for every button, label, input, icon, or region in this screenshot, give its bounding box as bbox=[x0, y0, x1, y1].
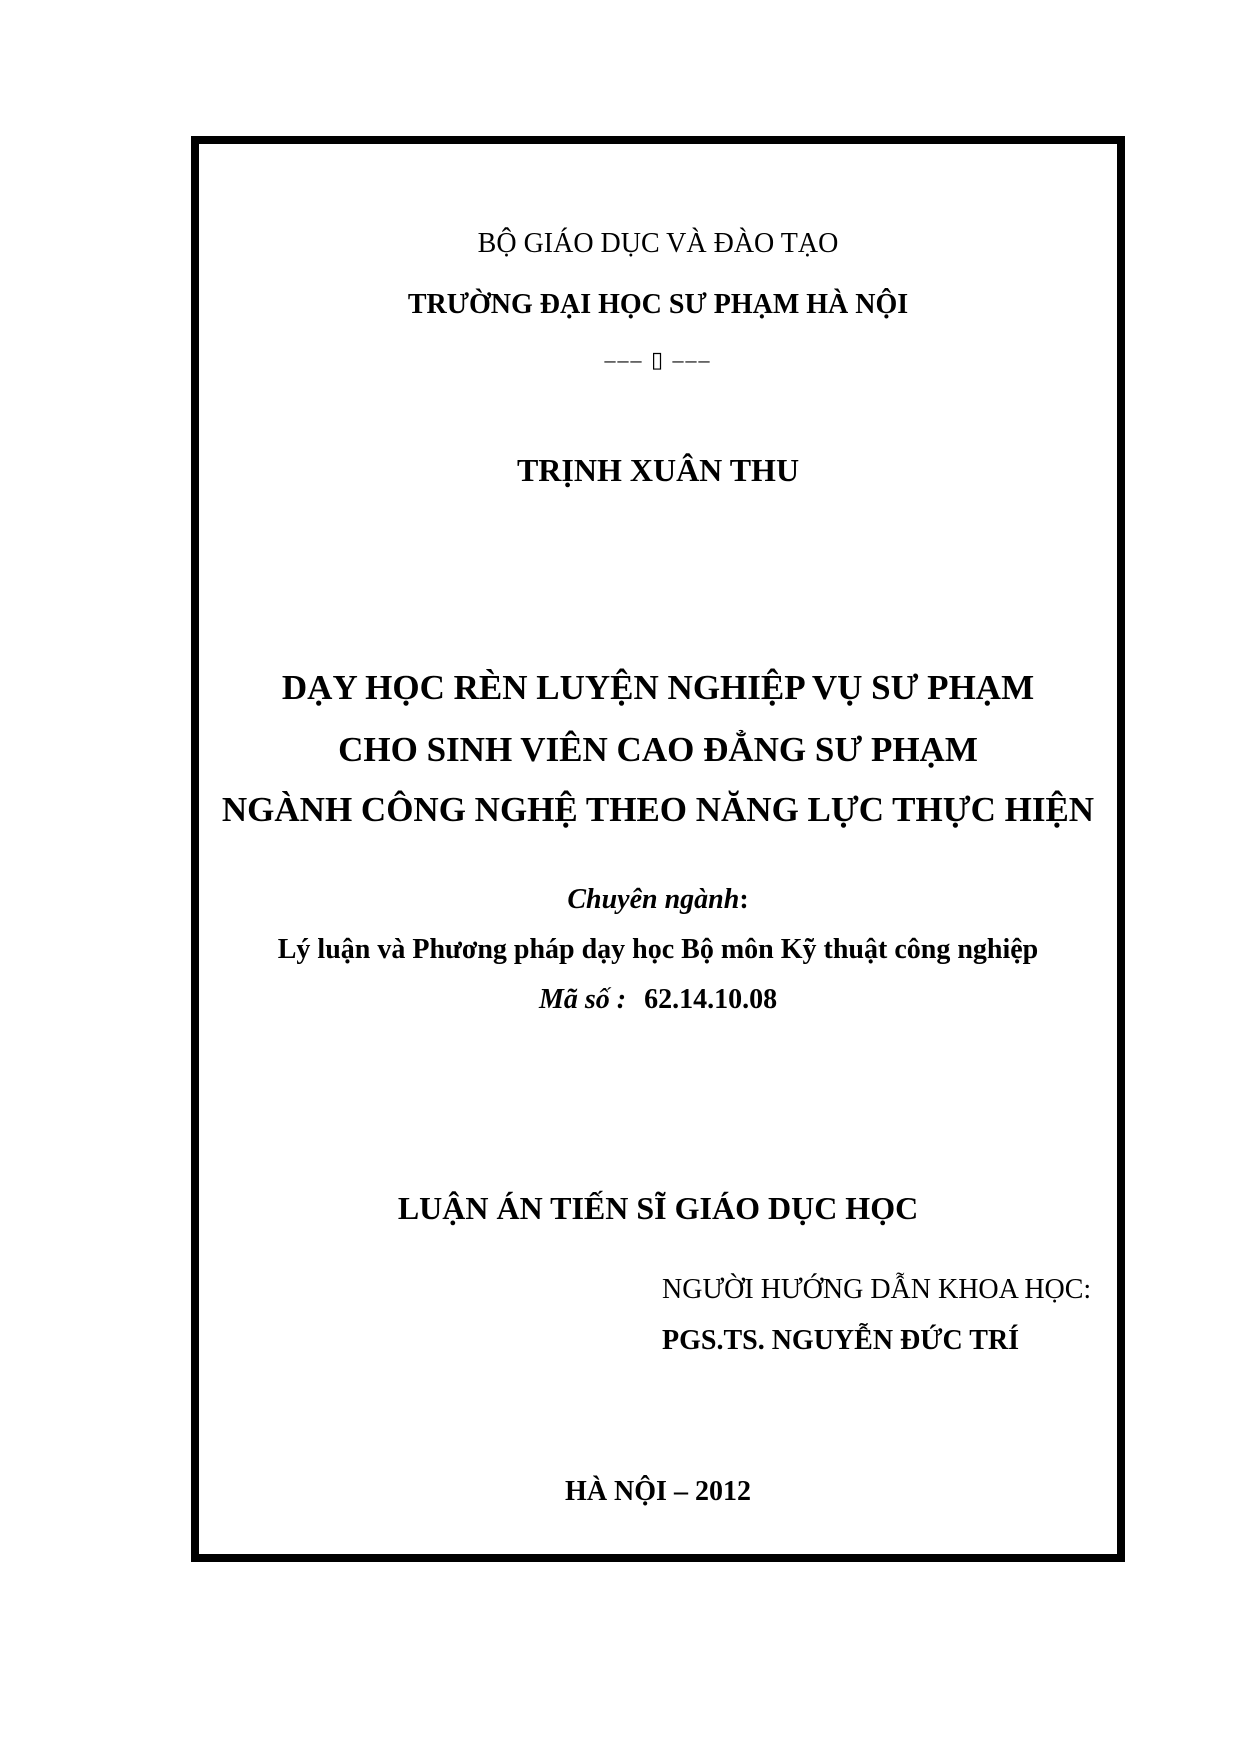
thesis-title-line-2: CHO SINH VIÊN CAO ĐẲNG SƯ PHẠM bbox=[338, 730, 978, 769]
degree-title: LUẬN ÁN TIẾN SĨ GIÁO DỤC HỌC bbox=[397, 1190, 919, 1226]
header-divider: ––– ▯ ––– bbox=[604, 347, 712, 372]
advisor-block bbox=[662, 1276, 1091, 1355]
specialization-name: Lý luận và Phương pháp dạy học Bộ môn Kỹ thuật công nghiệp bbox=[277, 934, 1039, 965]
advisor-label: NGƯỜI HƯỚNG DẪN KHOA HỌC: bbox=[662, 1274, 1092, 1305]
cover-frame bbox=[191, 136, 1125, 1562]
code-label: Mã số : bbox=[538, 984, 627, 1015]
university-name: TRƯỜNG ĐẠI HỌC SƯ PHẠM HÀ NỘI bbox=[407, 289, 909, 320]
specialization-label: Chuyên ngành bbox=[567, 884, 740, 915]
thesis-title-line-1: DẠY HỌC RÈN LUYỆN NGHIỆP VỤ SƯ PHẠM bbox=[281, 668, 1035, 707]
author-name: TRỊNH XUÂN THU bbox=[516, 452, 800, 488]
thesis-title-line-3: NGÀNH CÔNG NGHỆ THEO NĂNG LỰC THỰC HIỆN bbox=[221, 790, 1095, 829]
specialization-code-line bbox=[199, 986, 1117, 1014]
place-year: HÀ NỘI – 2012 bbox=[565, 1476, 751, 1507]
code-value: 62.14.10.08 bbox=[644, 984, 778, 1015]
ministry-name: BỘ GIÁO DỤC VÀ ĐÀO TẠO bbox=[477, 228, 839, 259]
advisor-name: PGS.TS. NGUYỄN ĐỨC TRÍ bbox=[662, 1325, 1020, 1356]
specialization-heading bbox=[199, 886, 1117, 914]
specialization-colon: : bbox=[739, 884, 749, 915]
